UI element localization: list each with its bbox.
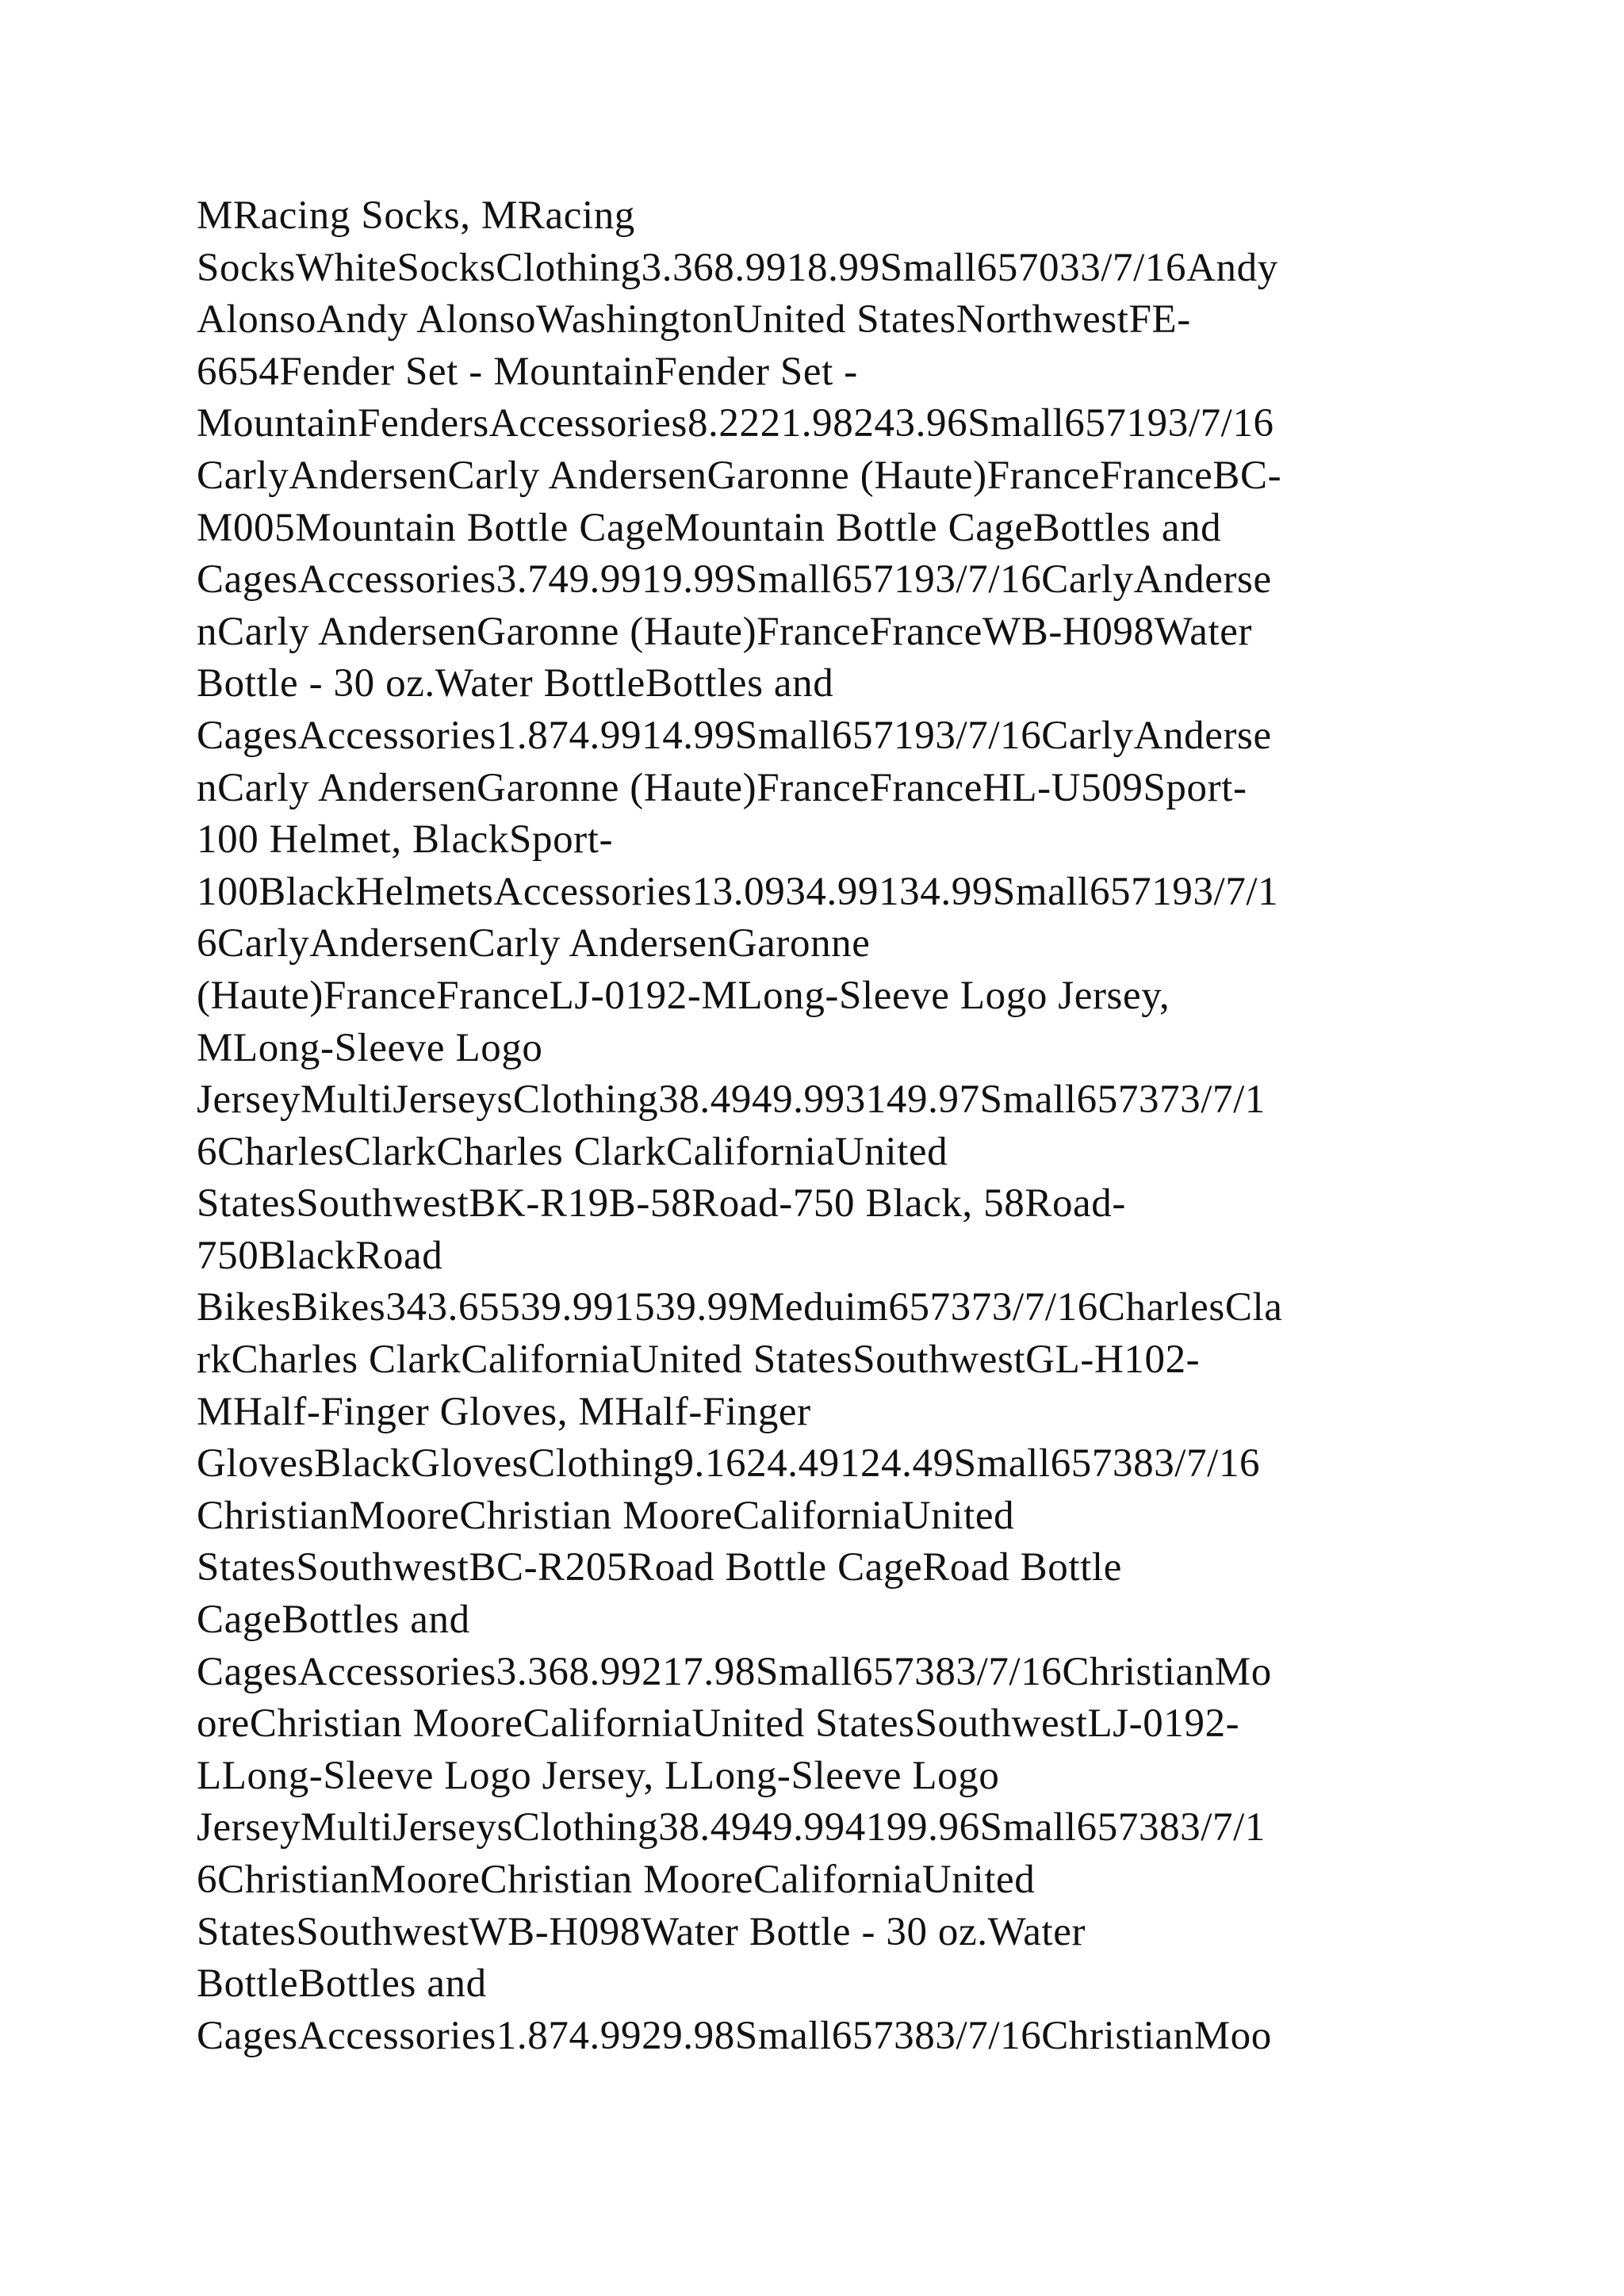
text-line: 6CharlesClarkCharles ClarkCaliforniaUnited: [197, 1129, 948, 1174]
text-line: SocksWhiteSocksClothing3.368.9918.99Small657033/7/16Andy: [197, 245, 1278, 290]
text-line: AlonsoAndy AlonsoWashingtonUnited StatesNorthwestFE-: [197, 297, 1191, 342]
text-line: MountainFendersAccessories8.2221.98243.96Small657193/7/16: [197, 401, 1274, 446]
text-line: nCarly AndersenGaronne (Haute)FranceFranceWB-H098Water: [197, 609, 1253, 654]
text-line: CagesAccessories1.874.9929.98Small657383/7/16ChristianMoo: [197, 2013, 1272, 2058]
text-line: MHalf-Finger Gloves, MHalf-Finger: [197, 1389, 811, 1434]
text-line: StatesSouthwestBC-R205Road Bottle CageRoad Bottle: [197, 1545, 1122, 1590]
text-line: rkCharles ClarkCaliforniaUnited StatesSouthwestGL-H102-: [197, 1337, 1201, 1383]
text-line: BottleBottles and: [197, 1961, 487, 2007]
text-line: CagesAccessories3.749.9919.99Small657193/7/16CarlyAnderse: [197, 557, 1272, 603]
text-line: CagesAccessories1.874.9914.99Small657193/7/16CarlyAnderse: [197, 713, 1272, 758]
text-line: CagesAccessories3.368.99217.98Small657383/7/16ChristianMo: [197, 1649, 1272, 1694]
text-line: Bottle - 30 oz.Water BottleBottles and: [197, 661, 834, 706]
text-line: BikesBikes343.65539.991539.99Meduim657373/7/16CharlesCla: [197, 1285, 1283, 1330]
text-line: MRacing Socks, MRacing: [197, 193, 635, 238]
text-line: 100 Helmet, BlackSport-: [197, 817, 614, 863]
text-line: JerseyMultiJerseysClothing38.4949.993149.97Small657373/7/1: [197, 1077, 1266, 1123]
text-line: 6ChristianMooreChristian MooreCaliforniaUnited: [197, 1858, 1036, 1902]
text-line: M005Mountain Bottle CageMountain Bottle CageBottles and: [197, 505, 1222, 550]
text-line: ChristianMooreChristian MooreCaliforniaUnited: [197, 1493, 1015, 1538]
text-line: StatesSouthwestWB-H098Water Bottle - 30 oz.Water: [197, 1909, 1086, 1954]
body-text: [197, 190, 1465, 2062]
text-line: 100BlackHelmetsAccessories13.0934.99134.99Small657193/7/1: [197, 869, 1279, 914]
text-line: MLong-Sleeve Logo: [197, 1025, 543, 1070]
text-line: StatesSouthwestBK-R19B-58Road-750 Black, 58Road-: [197, 1181, 1126, 1226]
text-line: nCarly AndersenGaronne (Haute)FranceFranceHL-U509Sport-: [197, 765, 1247, 810]
text-line: oreChristian MooreCaliforniaUnited StatesSouthwestLJ-0192-: [197, 1701, 1240, 1747]
text-line: 6654Fender Set - MountainFender Set -: [197, 349, 858, 394]
text-line: (Haute)FranceFranceLJ-0192-MLong-Sleeve Logo Jersey,: [197, 973, 1170, 1018]
text-line: LLong-Sleeve Logo Jersey, LLong-Sleeve Logo: [197, 1753, 1000, 1798]
text-line: JerseyMultiJerseysClothing38.4949.994199.96Small657383/7/1: [197, 1805, 1266, 1850]
text-line: CageBottles and: [197, 1598, 470, 1643]
text-line: 6CarlyAndersenCarly AndersenGaronne: [197, 921, 871, 966]
text-line: GlovesBlackGlovesClothing9.1624.49124.49Small657383/7/16: [197, 1441, 1261, 1487]
text-line: CarlyAndersenCarly AndersenGaronne (Haute)FranceFranceBC-: [197, 453, 1282, 498]
text-line: 750BlackRoad: [197, 1233, 443, 1278]
